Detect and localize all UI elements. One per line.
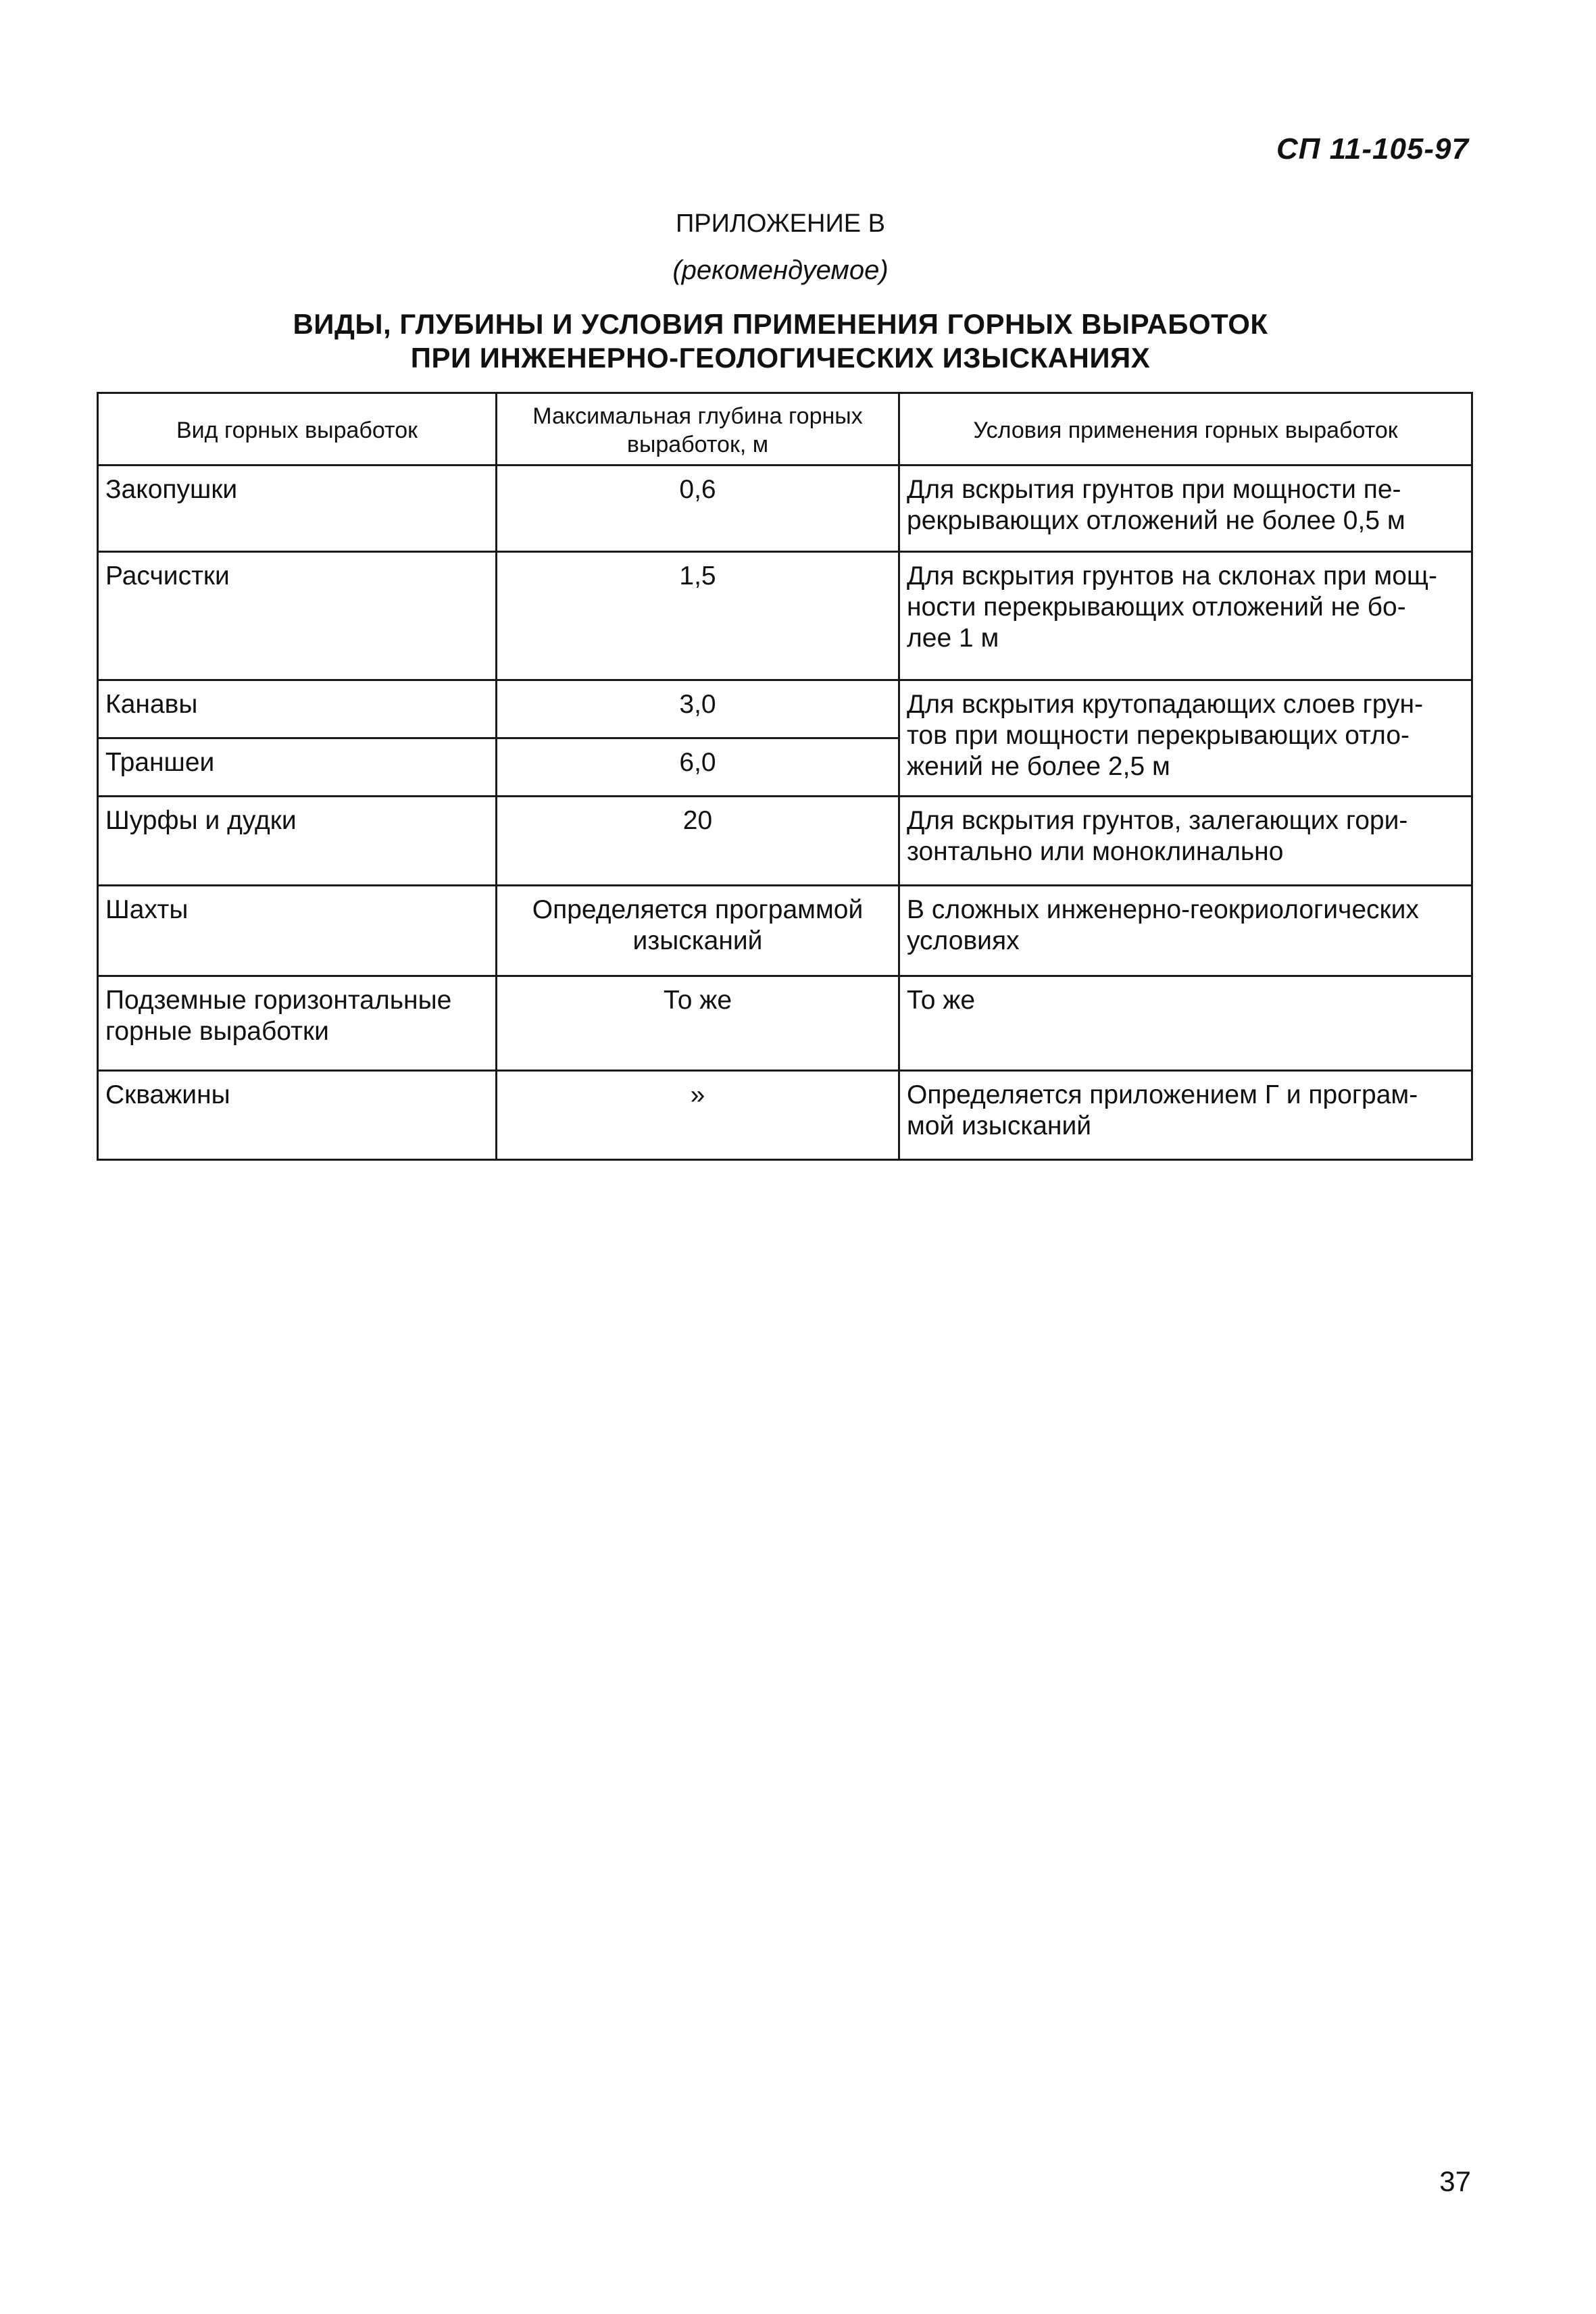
table-header-row: [98, 393, 1472, 466]
cell-depth: 1,5: [497, 552, 899, 680]
document-code: СП 11-105-97: [1276, 132, 1469, 166]
type-line: Подземные горизонтальные: [105, 986, 452, 1015]
conditions-line: условиях: [907, 926, 1020, 955]
cell-depth: 3,0: [497, 680, 899, 738]
conditions-line: В сложных инженерно-геокриологических: [907, 895, 1419, 924]
cell-depth: »: [497, 1071, 899, 1160]
conditions-line: Для вскрытия грунтов при мощности пе-: [907, 475, 1401, 504]
title-line-2: ПРИ ИНЖЕНЕРНО-ГЕОЛОГИЧЕСКИХ ИЗЫСКАНИЯХ: [410, 342, 1151, 374]
conditions-line: Для вскрытия грунтов на склонах при мощ-: [907, 561, 1437, 590]
conditions-line: То же: [907, 986, 976, 1015]
depth-line: Определяется программой: [532, 895, 864, 924]
mining-works-table: [97, 392, 1473, 1161]
table-row: [98, 886, 1472, 976]
header-depth: [497, 393, 899, 466]
header-conditions: Условия применения горных выработок: [899, 393, 1472, 466]
conditions-line: зонтально или моноклинально: [907, 837, 1284, 866]
type-line: горные выработки: [105, 1017, 329, 1046]
cell-type: Шурфы и дудки: [98, 797, 497, 886]
cell-type: Расчистки: [98, 552, 497, 680]
conditions-line: лее 1 м: [907, 624, 999, 653]
conditions-line: ности перекрывающих отложений не бо-: [907, 593, 1406, 622]
header-depth-line-1: Максимальная глубина горных: [532, 403, 863, 429]
page-title: [0, 307, 1561, 375]
cell-conditions: [899, 886, 1472, 976]
cell-type: Шахты: [98, 886, 497, 976]
conditions-line: рекрывающих отложений не более 0,5 м: [907, 506, 1405, 535]
conditions-line: Для вскрытия крутопадающих слоев грун-: [907, 690, 1424, 719]
appendix-title: ПРИЛОЖЕНИЕ В: [675, 209, 886, 238]
table-row: [98, 797, 1472, 886]
header-type: Вид горных выработок: [98, 393, 497, 466]
cell-depth: 0,6: [497, 466, 899, 552]
cell-conditions: [899, 680, 1472, 797]
table-row: [98, 466, 1472, 552]
cell-type: Канавы: [98, 680, 497, 738]
cell-conditions: [899, 1071, 1472, 1160]
header-depth-line-2: выработок, м: [626, 432, 769, 457]
table-row: [98, 1071, 1472, 1160]
cell-type: Закопушки: [98, 466, 497, 552]
conditions-line: мой изысканий: [907, 1111, 1092, 1140]
table-row: [98, 552, 1472, 680]
conditions-line: Для вскрытия грунтов, залегающих гори-: [907, 806, 1408, 835]
appendix-note: (рекомендуемое): [672, 255, 889, 285]
cell-conditions: [899, 797, 1472, 886]
cell-type: Скважины: [98, 1071, 497, 1160]
table-row: [98, 976, 1472, 1071]
conditions-line: тов при мощности перекрывающих отло-: [907, 721, 1410, 750]
cell-type: Траншеи: [98, 738, 497, 797]
title-line-1: ВИДЫ, ГЛУБИНЫ И УСЛОВИЯ ПРИМЕНЕНИЯ ГОРНЫХ ВЫРАБОТОК: [293, 308, 1268, 340]
conditions-line: Определяется приложением Г и програм-: [907, 1080, 1418, 1109]
page-number: 37: [1439, 2165, 1471, 2197]
cell-depth: То же: [497, 976, 899, 1071]
cell-conditions: [899, 552, 1472, 680]
cell-conditions: [899, 976, 1472, 1071]
cell-depth: [497, 886, 899, 976]
conditions-line: жений не более 2,5 м: [907, 752, 1170, 781]
cell-type: [98, 976, 497, 1071]
depth-line: изысканий: [632, 926, 763, 955]
cell-depth: 6,0: [497, 738, 899, 797]
cell-conditions: [899, 466, 1472, 552]
cell-depth: 20: [497, 797, 899, 886]
table-row: [98, 680, 1472, 738]
